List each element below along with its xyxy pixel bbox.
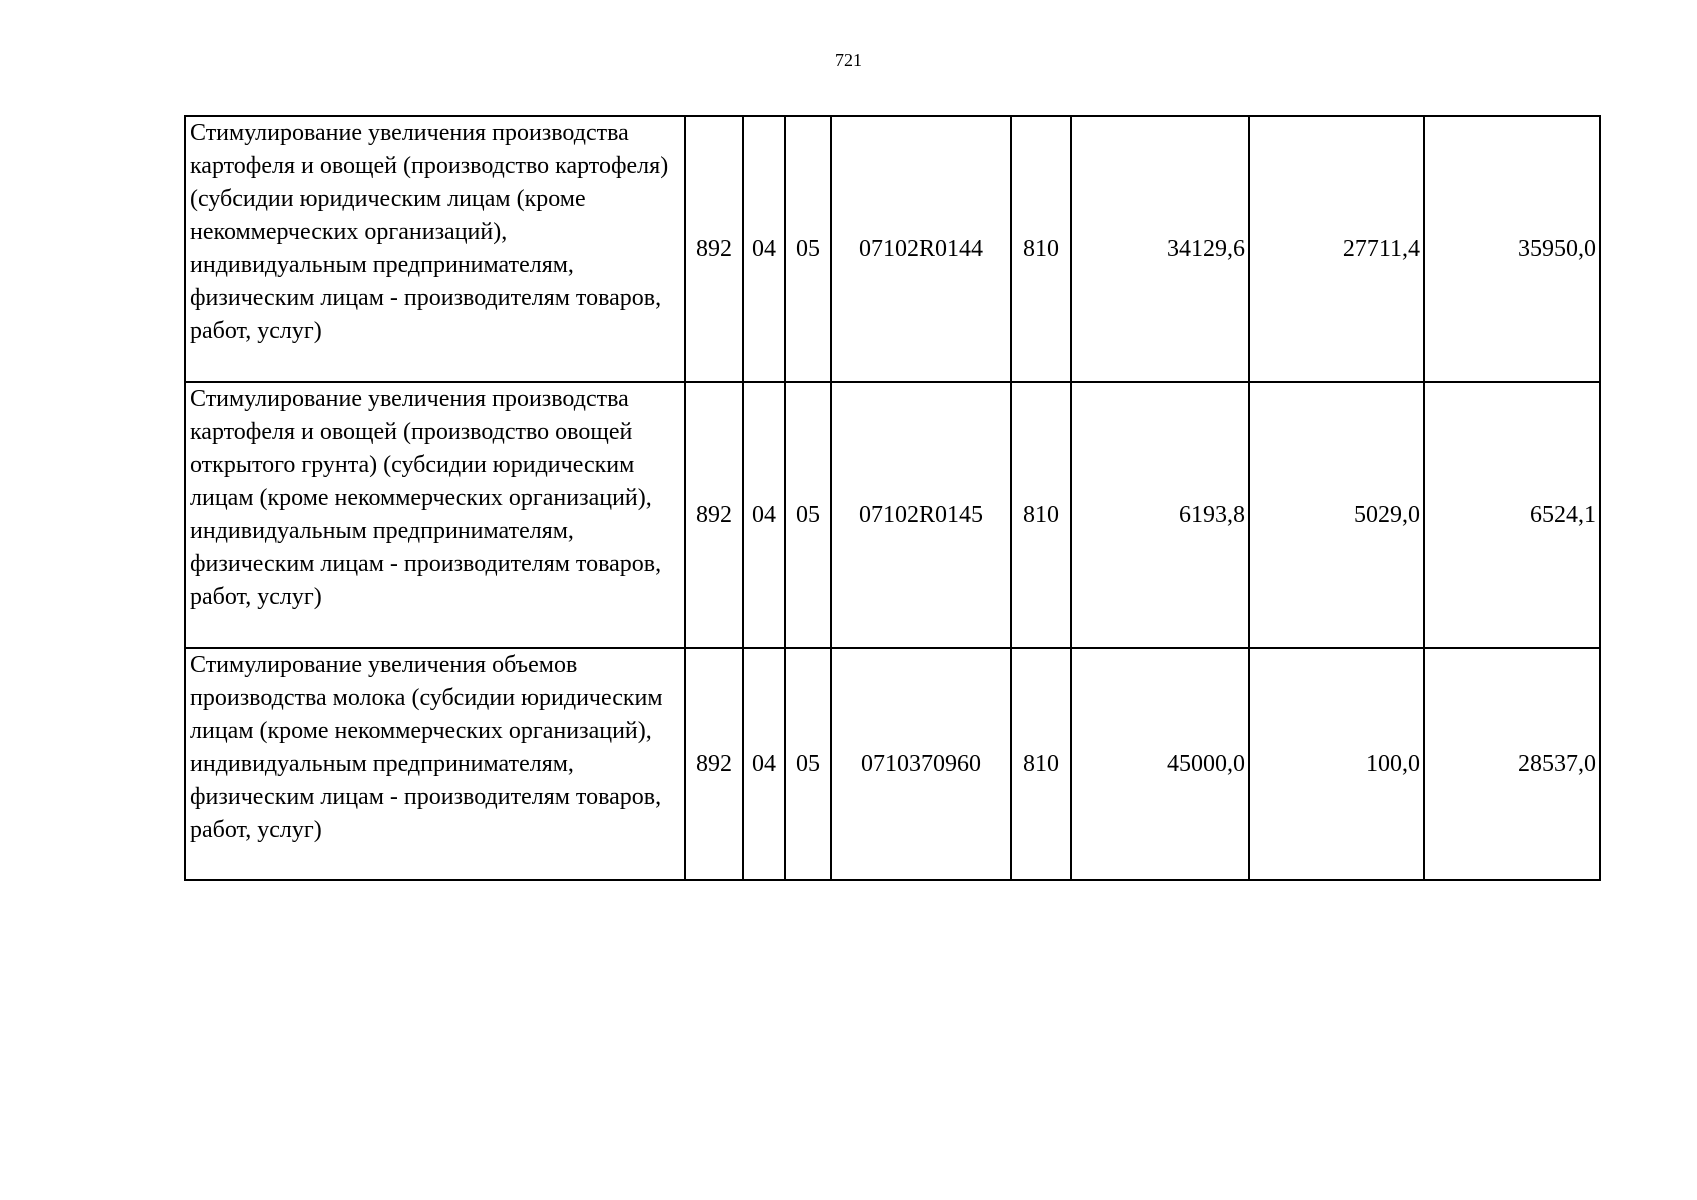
table-row [185, 648, 1600, 880]
row-description: Стимулирование увеличения производства картофеля и овощей (производство овощей открытого грунта) (субсидии юридическим лицам (кроме некоммерческих организаций), индивидуальным предпринимателям, физическим лицам - производителям товаров, работ, услуг) [185, 382, 685, 648]
section-code: 04 [743, 648, 785, 880]
target-article-code: 0710370960 [831, 648, 1011, 880]
amount-year-2: 100,0 [1249, 648, 1424, 880]
table-row [185, 382, 1600, 648]
subsection-code: 05 [785, 116, 831, 382]
expense-type-code: 810 [1011, 648, 1071, 880]
section-code: 04 [743, 382, 785, 648]
table-row [185, 116, 1600, 382]
ministry-code: 892 [685, 116, 743, 382]
amount-year-1: 45000,0 [1071, 648, 1249, 880]
target-article-code: 07102R0144 [831, 116, 1011, 382]
amount-year-3: 6524,1 [1424, 382, 1600, 648]
amount-year-1: 6193,8 [1071, 382, 1249, 648]
amount-year-3: 28537,0 [1424, 648, 1600, 880]
expense-type-code: 810 [1011, 116, 1071, 382]
target-article-code: 07102R0145 [831, 382, 1011, 648]
ministry-code: 892 [685, 382, 743, 648]
amount-year-3: 35950,0 [1424, 116, 1600, 382]
budget-table [184, 115, 1601, 881]
amount-year-2: 27711,4 [1249, 116, 1424, 382]
ministry-code: 892 [685, 648, 743, 880]
amount-year-2: 5029,0 [1249, 382, 1424, 648]
expense-type-code: 810 [1011, 382, 1071, 648]
row-description: Стимулирование увеличения производства картофеля и овощей (производство картофеля) (субсидии юридическим лицам (кроме некоммерческих организаций), индивидуальным предпринимателям, физическим лицам - производителям товаров, работ, услуг) [185, 116, 685, 382]
section-code: 04 [743, 116, 785, 382]
subsection-code: 05 [785, 382, 831, 648]
page-number: 721 [835, 50, 862, 70]
amount-year-1: 34129,6 [1071, 116, 1249, 382]
subsection-code: 05 [785, 648, 831, 880]
row-description: Стимулирование увеличения объемов производства молока (субсидии юридическим лицам (кроме некоммерческих организаций), индивидуальным предпринимателям, физическим лицам - производителям товаров, работ, услуг) [185, 648, 685, 880]
